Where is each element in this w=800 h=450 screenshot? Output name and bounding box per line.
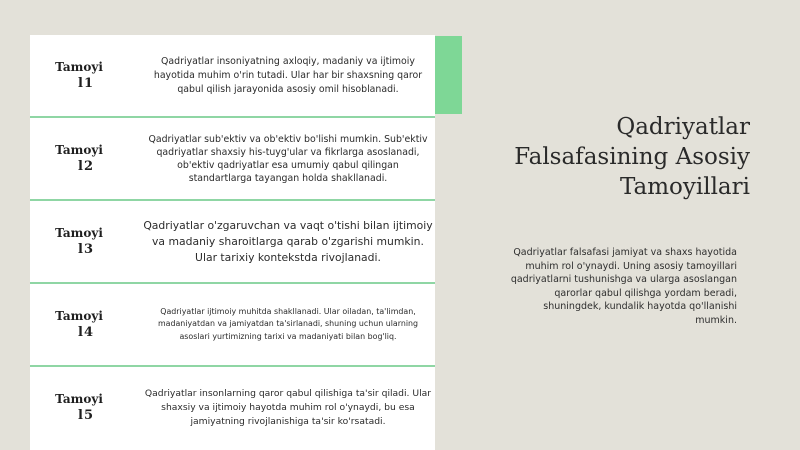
principle-text-4: Qadriyatlar ijtimoiy muhitda shakllanadi. Ular oiladan, ta'limdan, madaniyatdan va jamiyatdan ta'sirlanadi, shuning uchun ularning asoslari yurtimizning tarixi va madaniyati bilan bog'liq.: [157, 306, 419, 341]
slide-description: Qadriyatlar falsafasi jamiyat va shaxs hayotida muhim rol o'ynaydi. Uning asosiy tamoyillari qadriyatlarni tushunishga va ularga asoslangan qarorlar qabul qilishga yordam beradi, shuningdek, kundalik hayotda qo'llanishi mumkin.: [510, 247, 737, 326]
principle-row-1: [30, 35, 435, 118]
accent-bar: [434, 36, 462, 114]
principle-row-2: [30, 118, 435, 201]
principle-text-5: Qadriyatlar insonlarning qaror qabul qilishiga ta'sir qiladi. Ular shaxsiy va ijtimoiy hayotda muhim rol o'ynaydi, bu esa jamiyatning rivojlanishiga ta'sir ko'rsatadi.: [144, 387, 432, 427]
principle-label-2: [30, 118, 128, 199]
principle-word-4: Tamoyi: [55, 308, 103, 323]
principle-word-2: Tamoyi: [55, 142, 103, 157]
principle-row-3: [30, 201, 435, 284]
principle-row-4: [30, 284, 435, 367]
principle-number-3: l3: [78, 241, 94, 257]
principle-word-3: Tamoyi: [55, 225, 103, 240]
principle-number-1: l1: [78, 75, 94, 91]
principle-text-1: Qadriyatlar insoniyatning axloqiy, madaniy va ijtimoiy hayotida muhim o'rin tutadi. Ular har bir shaxsning qaror qabul qilish jarayonida asosiy omil hisoblanadi.: [153, 55, 423, 95]
principle-word-5: Tamoyi: [55, 391, 103, 406]
principle-text-3: Qadriyatlar o'zgaruvchan va vaqt o'tishi bilan ijtimoiy va madaniy sharoitlarga qarab o'zgarishi mumkin. Ular tarixiy kontekstda rivojlanadi.: [143, 218, 433, 264]
principle-number-2: l2: [78, 158, 94, 174]
principle-text-2: Qadriyatlar sub'ektiv va ob'ektiv bo'lishi mumkin. Sub'ektiv qadriyatlar shaxsiy his-tuyg'ular va fikrlarga asoslanadi, ob'ektiv qadriyatlar esa umumiy qabul qilingan standartlarga tayangan holda shakllanadi.: [148, 133, 428, 184]
principle-word-1: Tamoyi: [55, 59, 103, 74]
principle-label-5: [30, 367, 128, 448]
principle-label-1: [30, 35, 128, 116]
principles-list: [30, 35, 435, 450]
principle-number-4: l4: [78, 324, 94, 340]
slide-title: Qadriyatlar Falsafasining Asosiy Tamoyillari: [514, 114, 750, 200]
principle-label-4: [30, 284, 128, 365]
principle-label-3: [30, 201, 128, 282]
principle-number-5: l5: [78, 407, 94, 423]
principle-row-5: [30, 367, 435, 448]
